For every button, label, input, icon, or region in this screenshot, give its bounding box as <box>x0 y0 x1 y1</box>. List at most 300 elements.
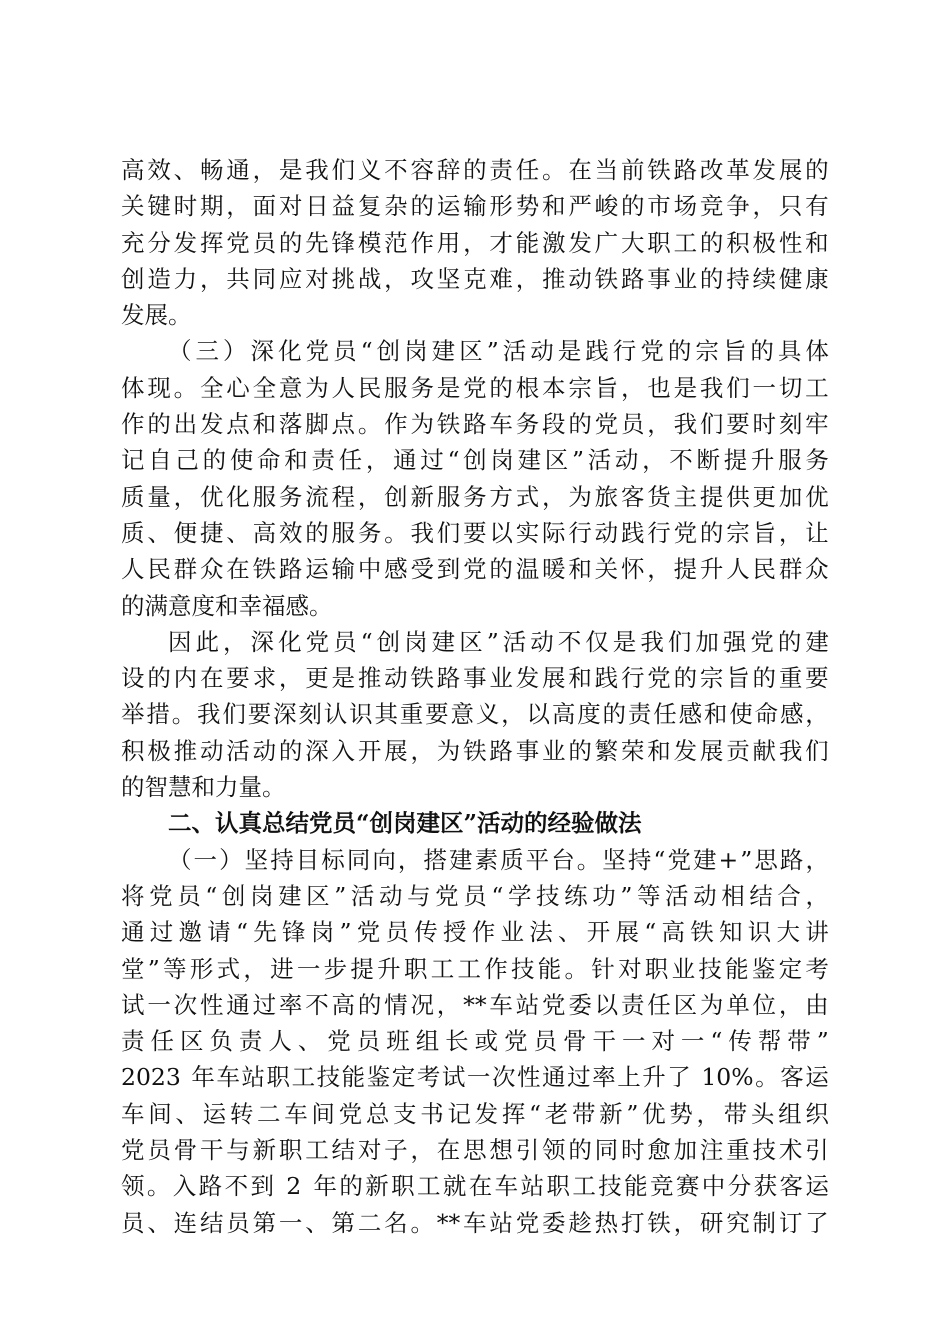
glyph: 意 <box>450 700 474 729</box>
glyph: “ <box>710 1027 723 1056</box>
glyph: 坚 <box>436 264 461 293</box>
text-line <box>121 1023 829 1059</box>
text-line <box>121 660 829 696</box>
glyph: ， <box>410 736 434 765</box>
glyph: 练 <box>564 881 588 910</box>
glyph: ， <box>696 1099 720 1128</box>
glyph: ， <box>199 264 224 293</box>
glyph: 宗 <box>568 373 592 402</box>
glyph: 思 <box>463 1136 487 1165</box>
glyph: ， <box>647 410 671 439</box>
glyph: 识 <box>747 918 772 947</box>
glyph: 们 <box>331 156 355 184</box>
glyph: 作 <box>121 410 145 439</box>
glyph: 组 <box>415 1027 440 1056</box>
glyph: “ <box>236 918 249 947</box>
glyph: 党 <box>305 627 330 656</box>
glyph: 委 <box>568 990 592 1019</box>
glyph: 是 <box>436 373 461 402</box>
glyph: 积 <box>121 736 145 765</box>
glyph: 党 <box>647 664 671 693</box>
glyph: 一 <box>296 954 321 983</box>
glyph: 愈 <box>647 1136 671 1165</box>
glyph: 战 <box>357 264 382 293</box>
glyph: 杂 <box>384 192 408 221</box>
glyph: 和 <box>805 228 829 257</box>
glyph: 服 <box>252 482 277 511</box>
glyph: ” <box>147 954 160 983</box>
glyph: 旨 <box>726 664 750 693</box>
glyph: 年 <box>191 1063 215 1092</box>
glyph: 员 <box>385 918 410 947</box>
glyph: 领 <box>542 1136 566 1165</box>
glyph: 服 <box>331 518 355 547</box>
glyph: 工 <box>805 373 829 402</box>
glyph: 人 <box>726 555 750 584</box>
glyph: 是 <box>612 627 637 656</box>
glyph: 等 <box>163 954 187 983</box>
glyph: 和 <box>647 736 671 765</box>
glyph: ， <box>436 990 461 1019</box>
glyph: 要 <box>247 700 272 729</box>
glyph: 过 <box>567 1063 591 1092</box>
glyph: 优 <box>199 482 224 511</box>
glyph: 素 <box>474 845 499 874</box>
glyph: 挥 <box>501 1099 526 1128</box>
glyph: 干 <box>199 1136 224 1165</box>
glyph: 宗 <box>699 664 724 693</box>
glyph: 是 <box>557 337 582 366</box>
glyph: ， <box>252 156 277 184</box>
glyph: 与 <box>407 881 431 910</box>
glyph: 的 <box>602 700 627 729</box>
glyph: 职 <box>403 954 428 983</box>
glyph: 车 <box>284 1099 308 1128</box>
glyph: 动 <box>378 881 403 910</box>
glyph: 命 <box>257 446 281 475</box>
glyph: 充 <box>121 228 145 257</box>
glyph: 我 <box>778 736 803 765</box>
glyph: 升 <box>642 1063 666 1092</box>
glyph: 步 <box>323 954 348 983</box>
glyph: 想 <box>489 1136 513 1165</box>
glyph: ， <box>642 446 666 475</box>
glyph: 术 <box>778 1136 803 1165</box>
glyph: 的 <box>805 156 829 184</box>
glyph: 党 <box>149 881 173 910</box>
glyph: 点 <box>226 410 250 439</box>
glyph: 任 <box>653 700 677 729</box>
glyph: 进 <box>270 954 294 983</box>
glyph: 发 <box>199 410 224 439</box>
glyph: 发 <box>515 664 540 693</box>
glyph: 究 <box>726 1208 750 1237</box>
glyph: 性 <box>778 228 803 257</box>
glyph: 铁 <box>463 736 487 765</box>
glyph: 技 <box>316 1063 341 1092</box>
glyph: 支 <box>393 1099 417 1128</box>
glyph: 党 <box>121 1136 145 1165</box>
glyph: 的 <box>750 337 774 366</box>
glyph: ， <box>805 700 829 729</box>
glyph: 2023 <box>121 1063 181 1092</box>
glyph: 职 <box>391 1172 415 1201</box>
glyph: 分 <box>727 1172 752 1201</box>
glyph: 业 <box>500 918 525 947</box>
glyph: 的 <box>410 192 434 221</box>
text-line <box>121 1096 829 1132</box>
glyph: 业 <box>489 664 513 693</box>
glyph: 同 <box>346 845 371 874</box>
glyph: 针 <box>591 954 615 983</box>
glyph: 记 <box>447 1099 471 1128</box>
glyph: 感 <box>678 700 703 729</box>
glyph: 站 <box>489 1208 513 1237</box>
glyph: 极 <box>752 228 776 257</box>
glyph: 使 <box>729 700 753 729</box>
glyph: 其 <box>374 700 398 729</box>
glyph: 为 <box>568 482 592 511</box>
glyph: 过 <box>252 990 277 1019</box>
glyph: 间 <box>148 1099 172 1128</box>
glyph: ” <box>486 627 499 656</box>
glyph: 负 <box>209 1027 233 1056</box>
glyph: 、 <box>558 918 582 947</box>
glyph: 大 <box>776 918 801 947</box>
glyph: 知 <box>719 918 743 947</box>
glyph <box>304 1168 311 1204</box>
glyph: 党 <box>356 918 381 947</box>
glyph: 作 <box>484 954 508 983</box>
glyph: 党 <box>305 337 330 366</box>
glyph: ” <box>626 1099 639 1128</box>
text-line <box>121 696 829 732</box>
glyph: 脚 <box>305 410 329 439</box>
glyph: （ <box>168 845 192 874</box>
glyph: 以 <box>489 518 513 547</box>
glyph: 动 <box>614 446 639 475</box>
glyph: 感 <box>779 700 804 729</box>
glyph: 键 <box>147 192 171 221</box>
glyph: 时 <box>173 192 198 221</box>
glyph: ， <box>805 845 829 874</box>
glyph: 运 <box>202 1099 227 1128</box>
glyph: ， <box>365 446 390 475</box>
glyph: 展 <box>699 736 724 765</box>
glyph: 感 <box>384 555 408 584</box>
glyph: 当 <box>594 156 619 184</box>
glyph: 务 <box>278 482 303 511</box>
glyph: 势 <box>669 1099 693 1128</box>
glyph: 范 <box>384 228 408 257</box>
glyph: 授 <box>443 918 467 947</box>
glyph: 员 <box>147 1136 171 1165</box>
glyph: 为 <box>436 736 461 765</box>
glyph: 建 <box>431 627 456 656</box>
glyph: 活 <box>502 627 527 656</box>
glyph: 考 <box>416 1063 441 1092</box>
glyph: 旨 <box>722 337 747 366</box>
glyph: 同 <box>594 1136 619 1165</box>
glyph: 技 <box>536 881 560 910</box>
glyph: 的 <box>489 373 513 402</box>
glyph: ” <box>339 918 352 947</box>
glyph: 时 <box>620 1136 645 1165</box>
glyph: 不 <box>384 156 408 184</box>
glyph: 荣 <box>620 736 645 765</box>
glyph: 行 <box>647 518 671 547</box>
glyph: 发 <box>173 228 198 257</box>
glyph: 务 <box>463 482 487 511</box>
glyph: 认 <box>323 700 348 729</box>
glyph: 对 <box>278 192 303 221</box>
glyph: 新 <box>410 482 434 511</box>
glyph: 任 <box>647 990 671 1019</box>
glyph: 。 <box>173 373 198 402</box>
glyph: 为 <box>305 373 329 402</box>
glyph: 的 <box>752 664 776 693</box>
glyph: ** <box>436 1208 461 1237</box>
glyph: 和 <box>542 192 566 221</box>
glyph: 建 <box>431 337 456 366</box>
glyph: 大 <box>620 228 645 257</box>
glyph: 趁 <box>568 1208 592 1237</box>
glyph: 制 <box>752 1208 776 1237</box>
glyph: 刻 <box>778 410 803 439</box>
glyph: 由 <box>805 990 829 1019</box>
glyph: 创 <box>376 337 401 366</box>
glyph: 先 <box>253 918 277 947</box>
glyph: 车 <box>121 1099 145 1128</box>
glyph: 共 <box>226 264 250 293</box>
glyph: 组 <box>778 1099 802 1128</box>
glyph: 们 <box>805 736 829 765</box>
glyph: 展 <box>778 156 803 184</box>
glyph: ） <box>219 845 243 874</box>
paragraph-first-line <box>121 624 829 660</box>
glyph: 众 <box>805 555 829 584</box>
glyph: 展 <box>542 664 566 693</box>
glyph: 标 <box>321 845 345 874</box>
glyph: 铁 <box>594 264 619 293</box>
glyph: 思 <box>754 845 778 874</box>
glyph: 对 <box>357 1136 382 1165</box>
glyph: 服 <box>384 373 408 402</box>
glyph: 到 <box>436 555 461 584</box>
glyph: 考 <box>805 954 829 983</box>
glyph: 或 <box>474 1027 499 1056</box>
glyph: 动 <box>530 627 554 656</box>
glyph: 加 <box>778 482 803 511</box>
glyph: 引 <box>805 1136 829 1165</box>
glyph: 试 <box>121 990 145 1019</box>
glyph: 委 <box>542 1208 566 1237</box>
glyph: 员 <box>252 228 277 257</box>
glyph: 更 <box>752 482 776 511</box>
glyph: 路 <box>673 156 698 184</box>
glyph: 一 <box>752 373 776 402</box>
glyph: 。 <box>564 954 589 983</box>
glyph: 的 <box>305 518 329 547</box>
glyph: ， <box>620 373 645 402</box>
glyph: 连 <box>173 1208 198 1237</box>
glyph: 中 <box>357 555 382 584</box>
glyph: 的 <box>489 555 513 584</box>
glyph: 任 <box>150 1027 174 1056</box>
glyph: 的 <box>699 264 724 293</box>
glyph: 量 <box>147 482 171 511</box>
glyph: 重 <box>778 664 803 693</box>
section-heading: 二、认真总结党员“创岗建区”活动的经验做法 <box>168 809 642 838</box>
glyph: 市 <box>647 192 671 221</box>
glyph: 全 <box>252 373 277 402</box>
glyph: 民 <box>357 373 382 402</box>
glyph: 位 <box>752 990 776 1019</box>
glyph: 旨 <box>594 373 619 402</box>
glyph: 率 <box>592 1063 616 1092</box>
glyph: 动 <box>384 664 408 693</box>
glyph: 先 <box>305 228 329 257</box>
glyph: 点 <box>331 410 355 439</box>
glyph: 续 <box>752 264 776 293</box>
glyph: 党 <box>542 990 566 1019</box>
glyph: 客 <box>620 482 645 511</box>
glyph: 造 <box>147 264 171 293</box>
glyph: 仅 <box>585 627 609 656</box>
glyph: 通 <box>226 990 250 1019</box>
glyph: 次 <box>491 1063 516 1092</box>
glyph: 发 <box>474 1099 499 1128</box>
glyph: 同 <box>252 264 277 293</box>
glyph: 、 <box>226 518 250 547</box>
glyph: 技 <box>598 1172 622 1201</box>
glyph: 以 <box>594 990 619 1019</box>
glyph: 入 <box>172 1172 197 1201</box>
glyph: 务 <box>805 446 829 475</box>
glyph: 服 <box>436 482 461 511</box>
glyph: 铁 <box>647 156 671 184</box>
glyph: 织 <box>805 1099 829 1128</box>
glyph: 因 <box>168 627 192 656</box>
glyph: 关 <box>121 192 145 221</box>
glyph: 我 <box>699 373 724 402</box>
glyph: 业 <box>671 954 696 983</box>
glyph: 将 <box>121 881 145 910</box>
glyph: 平 <box>525 845 550 874</box>
glyph: 势 <box>515 192 540 221</box>
glyph: 深 <box>305 736 329 765</box>
glyph: 带 <box>787 1027 811 1056</box>
glyph: 开 <box>357 736 382 765</box>
glyph: 优 <box>805 482 829 511</box>
glyph: ， <box>357 482 382 511</box>
glyph: 活 <box>502 337 527 366</box>
glyph: 赛 <box>675 1172 700 1201</box>
glyph: 学 <box>507 881 532 910</box>
glyph: 革 <box>726 156 750 184</box>
glyph: 第 <box>252 1208 277 1237</box>
glyph: 间 <box>311 1099 335 1128</box>
glyph: 质 <box>500 845 524 874</box>
glyph: ， <box>173 482 198 511</box>
glyph: 二 <box>357 1208 382 1237</box>
glyph: 捷 <box>199 518 224 547</box>
glyph: 才 <box>489 228 513 257</box>
glyph: 切 <box>778 373 803 402</box>
glyph: 车 <box>494 1172 519 1201</box>
glyph: 帮 <box>757 1027 782 1056</box>
glyph: 全 <box>199 373 224 402</box>
glyph: 向 <box>372 845 396 874</box>
glyph: 长 <box>445 1027 469 1056</box>
glyph: 升 <box>377 954 401 983</box>
text-line <box>121 370 829 406</box>
glyph: 带 <box>571 1099 596 1128</box>
glyph: 深 <box>250 337 275 366</box>
glyph: 竞 <box>650 1172 674 1201</box>
glyph: 过 <box>420 446 444 475</box>
glyph: 段 <box>542 410 566 439</box>
glyph: 员 <box>533 1027 558 1056</box>
glyph: 事 <box>647 264 671 293</box>
glyph: 发 <box>673 736 698 765</box>
glyph: 引 <box>515 1136 540 1165</box>
glyph: 党 <box>667 845 691 874</box>
glyph: 时 <box>752 410 776 439</box>
glyph: 刻 <box>298 700 322 729</box>
glyph: 业 <box>542 736 566 765</box>
glyph: 员 <box>463 881 487 910</box>
glyph: 行 <box>612 337 637 366</box>
glyph: 技 <box>752 1136 776 1165</box>
glyph: 。 <box>410 1208 434 1237</box>
glyph: 康 <box>805 264 829 293</box>
section-lead-line <box>121 333 829 369</box>
glyph: 人 <box>268 1027 292 1056</box>
glyph: 党 <box>504 1027 528 1056</box>
glyph: 党 <box>515 1208 540 1237</box>
glyph: “ <box>529 1099 542 1128</box>
glyph: 展 <box>615 918 640 947</box>
glyph: 建 <box>693 845 717 874</box>
glyph: 一 <box>193 845 218 874</box>
glyph: 党 <box>435 881 459 910</box>
glyph: 任 <box>338 446 363 475</box>
glyph: 攻 <box>410 264 434 293</box>
glyph: 注 <box>699 1136 724 1165</box>
glyph: 。 <box>542 156 566 184</box>
glyph: 不 <box>557 627 582 656</box>
glyph: 工 <box>305 1136 329 1165</box>
glyph: 举 <box>121 700 145 729</box>
glyph: 货 <box>647 482 671 511</box>
glyph: 提 <box>673 555 698 584</box>
glyph: 宗 <box>695 337 719 366</box>
glyph: ， <box>243 954 267 983</box>
text-line <box>121 987 829 1023</box>
glyph: 献 <box>752 736 776 765</box>
glyph: 中 <box>701 1172 726 1201</box>
glyph: 断 <box>696 446 720 475</box>
glyph: 在 <box>436 1136 461 1165</box>
glyph: 挥 <box>199 228 224 257</box>
glyph: 站 <box>520 1172 545 1201</box>
glyph: 新 <box>365 1172 389 1201</box>
glyph: 员 <box>356 1027 381 1056</box>
glyph: 提 <box>723 446 748 475</box>
glyph: 形 <box>489 192 513 221</box>
glyph: 运 <box>436 192 461 221</box>
